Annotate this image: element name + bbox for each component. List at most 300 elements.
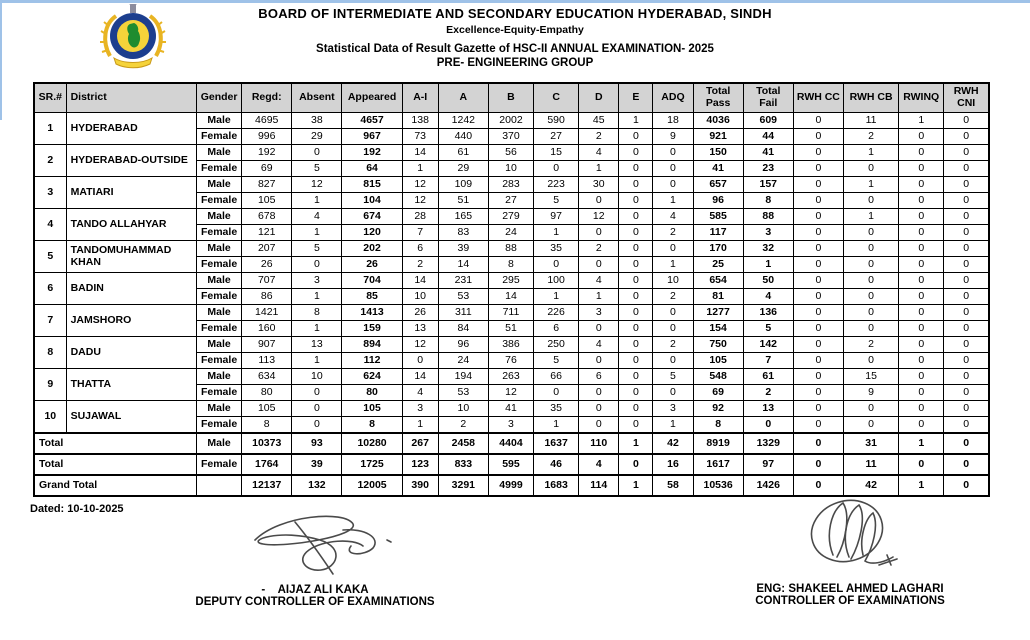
total-value-cell: 1764: [242, 454, 292, 475]
column-header-8: B: [488, 83, 533, 113]
value-cell: 0: [944, 129, 989, 145]
value-cell: 1: [534, 225, 579, 241]
value-cell: 117: [693, 225, 743, 241]
value-cell: 0: [619, 145, 653, 161]
value-cell: 25: [693, 257, 743, 273]
value-cell: 0: [653, 385, 693, 401]
board-title: BOARD OF INTERMEDIATE AND SECONDARY EDUCATION HYDERABAD, SINDH: [258, 6, 772, 21]
value-cell: 1: [534, 417, 579, 434]
value-cell: 0: [944, 209, 989, 225]
district-row-male: [34, 113, 989, 129]
total-row: [34, 433, 989, 454]
column-header-14: Total Fail: [743, 83, 793, 113]
value-cell: 1: [292, 289, 342, 305]
value-cell: 136: [743, 305, 793, 321]
value-cell: 0: [793, 241, 843, 257]
total-value-cell: 10280: [342, 433, 402, 454]
value-cell: 1: [579, 161, 619, 177]
value-cell: 0: [844, 225, 899, 241]
gender-cell: Male: [197, 241, 242, 257]
total-value-cell: 132: [292, 475, 342, 496]
value-cell: 707: [242, 273, 292, 289]
total-value-cell: 1: [899, 433, 944, 454]
value-cell: 10: [653, 273, 693, 289]
value-cell: 0: [944, 113, 989, 129]
value-cell: 53: [438, 289, 488, 305]
value-cell: 96: [693, 193, 743, 209]
value-cell: 26: [342, 257, 402, 273]
value-cell: 8: [743, 193, 793, 209]
gender-cell: Male: [197, 273, 242, 289]
value-cell: 26: [242, 257, 292, 273]
value-cell: 0: [944, 273, 989, 289]
value-cell: 8: [242, 417, 292, 434]
value-cell: 51: [488, 321, 533, 337]
value-cell: 654: [693, 273, 743, 289]
value-cell: 24: [488, 225, 533, 241]
value-cell: 10: [438, 401, 488, 417]
value-cell: 69: [242, 161, 292, 177]
column-header-5: Appeared: [342, 83, 402, 113]
value-cell: 2: [402, 257, 438, 273]
value-cell: 83: [438, 225, 488, 241]
deputy-controller-signature-icon: [225, 510, 405, 582]
value-cell: 0: [793, 209, 843, 225]
value-cell: 170: [693, 241, 743, 257]
controller-name: ENG: SHAKEEL AHMED LAGHARI: [756, 583, 944, 595]
value-cell: 0: [899, 193, 944, 209]
value-cell: 50: [743, 273, 793, 289]
controller-signature-block: [690, 495, 1010, 607]
value-cell: 29: [438, 161, 488, 177]
value-cell: 0: [292, 401, 342, 417]
value-cell: 3: [488, 417, 533, 434]
value-cell: 105: [693, 353, 743, 369]
gender-cell: Female: [197, 353, 242, 369]
value-cell: 138: [402, 113, 438, 129]
value-cell: 0: [793, 225, 843, 241]
value-cell: 27: [534, 129, 579, 145]
value-cell: 56: [488, 145, 533, 161]
value-cell: 0: [793, 113, 843, 129]
district-row-male: [34, 241, 989, 257]
value-cell: 85: [342, 289, 402, 305]
value-cell: 1: [844, 177, 899, 193]
value-cell: 0: [899, 225, 944, 241]
district-row-male: [34, 337, 989, 353]
value-cell: 3: [653, 401, 693, 417]
value-cell: 0: [844, 353, 899, 369]
value-cell: 0: [899, 177, 944, 193]
value-cell: 10: [488, 161, 533, 177]
total-value-cell: 42: [653, 433, 693, 454]
value-cell: 0: [899, 337, 944, 353]
value-cell: 967: [342, 129, 402, 145]
value-cell: 386: [488, 337, 533, 353]
gender-cell: Male: [197, 177, 242, 193]
value-cell: 0: [653, 305, 693, 321]
value-cell: 7: [743, 353, 793, 369]
value-cell: 311: [438, 305, 488, 321]
value-cell: 590: [534, 113, 579, 129]
value-cell: 0: [619, 369, 653, 385]
value-cell: 14: [402, 145, 438, 161]
value-cell: 8: [693, 417, 743, 434]
value-cell: 8: [292, 305, 342, 321]
value-cell: 7: [402, 225, 438, 241]
total-value-cell: 93: [292, 433, 342, 454]
value-cell: 223: [534, 177, 579, 193]
value-cell: 1413: [342, 305, 402, 321]
total-gender-cell: Female: [197, 454, 242, 475]
value-cell: 0: [944, 385, 989, 401]
value-cell: 12: [292, 177, 342, 193]
sr-cell: 4: [34, 209, 66, 241]
district-row-male: [34, 273, 989, 289]
value-cell: 4: [579, 273, 619, 289]
value-cell: 5: [653, 369, 693, 385]
total-value-cell: 1329: [743, 433, 793, 454]
column-header-7: A: [438, 83, 488, 113]
value-cell: 0: [619, 289, 653, 305]
value-cell: 0: [619, 305, 653, 321]
value-cell: 12: [402, 193, 438, 209]
value-cell: 0: [944, 289, 989, 305]
value-cell: 283: [488, 177, 533, 193]
value-cell: 84: [438, 321, 488, 337]
value-cell: 5: [743, 321, 793, 337]
value-cell: 2: [653, 289, 693, 305]
value-cell: 0: [793, 321, 843, 337]
value-cell: 609: [743, 113, 793, 129]
value-cell: 0: [579, 193, 619, 209]
value-cell: 0: [944, 417, 989, 434]
value-cell: 80: [342, 385, 402, 401]
value-cell: 250: [534, 337, 579, 353]
value-cell: 0: [402, 353, 438, 369]
value-cell: 0: [793, 129, 843, 145]
total-value-cell: 1683: [534, 475, 579, 496]
value-cell: 0: [793, 273, 843, 289]
total-value-cell: 39: [292, 454, 342, 475]
value-cell: 104: [342, 193, 402, 209]
total-value-cell: 16: [653, 454, 693, 475]
value-cell: 1: [653, 257, 693, 273]
value-cell: 1: [402, 161, 438, 177]
district-cell: TANDO ALLAHYAR: [66, 209, 196, 241]
deputy-controller-title: DEPUTY CONTROLLER OF EXAMINATIONS: [195, 596, 435, 608]
total-value-cell: 0: [793, 475, 843, 496]
results-table: [33, 82, 990, 497]
value-cell: 0: [534, 257, 579, 273]
total-value-cell: 1617: [693, 454, 743, 475]
value-cell: 44: [743, 129, 793, 145]
value-cell: 24: [438, 353, 488, 369]
total-value-cell: 42: [844, 475, 899, 496]
total-value-cell: 1637: [534, 433, 579, 454]
value-cell: 35: [534, 401, 579, 417]
value-cell: 18: [653, 113, 693, 129]
value-cell: 0: [619, 401, 653, 417]
value-cell: 105: [242, 193, 292, 209]
total-value-cell: 97: [743, 454, 793, 475]
total-value-cell: 8919: [693, 433, 743, 454]
sr-cell: 1: [34, 113, 66, 145]
value-cell: 112: [342, 353, 402, 369]
value-cell: 69: [693, 385, 743, 401]
gender-cell: Male: [197, 209, 242, 225]
value-cell: 0: [619, 225, 653, 241]
value-cell: 14: [488, 289, 533, 305]
gender-cell: Male: [197, 337, 242, 353]
value-cell: 279: [488, 209, 533, 225]
total-value-cell: 12005: [342, 475, 402, 496]
value-cell: 0: [944, 145, 989, 161]
value-cell: 81: [693, 289, 743, 305]
dated-label: Dated: 10-10-2025: [30, 503, 124, 515]
value-cell: 0: [944, 161, 989, 177]
value-cell: 80: [242, 385, 292, 401]
total-value-cell: 1: [619, 475, 653, 496]
value-cell: 0: [619, 385, 653, 401]
value-cell: 0: [899, 129, 944, 145]
total-gender-cell: [197, 475, 242, 496]
value-cell: 1: [402, 417, 438, 434]
value-cell: 1: [619, 113, 653, 129]
value-cell: 3: [402, 401, 438, 417]
total-value-cell: 2458: [438, 433, 488, 454]
value-cell: 0: [653, 161, 693, 177]
column-header-18: RWH CNI: [944, 83, 989, 113]
value-cell: 624: [342, 369, 402, 385]
column-header-13: Total Pass: [693, 83, 743, 113]
value-cell: 3: [292, 273, 342, 289]
value-cell: 0: [844, 193, 899, 209]
value-cell: 0: [793, 305, 843, 321]
district-cell: JAMSHORO: [66, 305, 196, 337]
value-cell: 585: [693, 209, 743, 225]
value-cell: 0: [579, 401, 619, 417]
value-cell: 92: [693, 401, 743, 417]
sr-cell: 2: [34, 145, 66, 177]
sr-cell: 8: [34, 337, 66, 369]
total-value-cell: 11: [844, 454, 899, 475]
value-cell: 120: [342, 225, 402, 241]
column-header-0: SR.#: [34, 83, 66, 113]
column-header-15: RWH CC: [793, 83, 843, 113]
value-cell: 0: [292, 385, 342, 401]
value-cell: 27: [488, 193, 533, 209]
district-cell: HYDERABAD: [66, 113, 196, 145]
value-cell: 61: [743, 369, 793, 385]
value-cell: 1: [292, 193, 342, 209]
value-cell: 0: [619, 257, 653, 273]
column-header-16: RWH CB: [844, 83, 899, 113]
value-cell: 4695: [242, 113, 292, 129]
sr-cell: 9: [34, 369, 66, 401]
value-cell: 0: [844, 417, 899, 434]
value-cell: 5: [292, 161, 342, 177]
value-cell: 51: [438, 193, 488, 209]
total-value-cell: 595: [488, 454, 533, 475]
value-cell: 142: [743, 337, 793, 353]
sr-cell: 5: [34, 241, 66, 273]
value-cell: 921: [693, 129, 743, 145]
district-row-male: [34, 145, 989, 161]
district-cell: SUJAWAL: [66, 401, 196, 434]
value-cell: 657: [693, 177, 743, 193]
value-cell: 4: [579, 337, 619, 353]
value-cell: 29: [292, 129, 342, 145]
value-cell: 0: [899, 289, 944, 305]
value-cell: 0: [899, 353, 944, 369]
value-cell: 815: [342, 177, 402, 193]
group-title: PRE- ENGINEERING GROUP: [436, 57, 594, 69]
value-cell: 0: [793, 369, 843, 385]
results-table-container: [33, 82, 990, 497]
value-cell: 14: [402, 369, 438, 385]
value-cell: 13: [743, 401, 793, 417]
value-cell: 150: [693, 145, 743, 161]
column-header-4: Absent: [292, 83, 342, 113]
value-cell: 3: [743, 225, 793, 241]
value-cell: 1: [292, 353, 342, 369]
value-cell: 440: [438, 129, 488, 145]
column-header-3: Regd:: [242, 83, 292, 113]
value-cell: 154: [693, 321, 743, 337]
total-label-cell: Grand Total: [34, 475, 197, 496]
total-value-cell: 1426: [743, 475, 793, 496]
value-cell: 13: [402, 321, 438, 337]
value-cell: 100: [534, 273, 579, 289]
value-cell: 0: [579, 385, 619, 401]
total-label-cell: Total: [34, 433, 197, 454]
value-cell: 711: [488, 305, 533, 321]
value-cell: 5: [534, 353, 579, 369]
value-cell: 0: [292, 257, 342, 273]
value-cell: 157: [743, 177, 793, 193]
total-value-cell: 0: [793, 433, 843, 454]
value-cell: 0: [579, 417, 619, 434]
district-cell: BADIN: [66, 273, 196, 305]
gender-cell: Female: [197, 289, 242, 305]
column-header-11: E: [619, 83, 653, 113]
value-cell: 2: [579, 241, 619, 257]
value-cell: 41: [743, 145, 793, 161]
value-cell: 4: [653, 209, 693, 225]
controller-signature-icon: [775, 495, 925, 581]
value-cell: 12: [402, 177, 438, 193]
value-cell: 2: [743, 385, 793, 401]
total-value-cell: 110: [579, 433, 619, 454]
value-cell: 0: [899, 401, 944, 417]
district-row-male: [34, 305, 989, 321]
gender-cell: Male: [197, 145, 242, 161]
value-cell: 45: [579, 113, 619, 129]
value-cell: 0: [534, 161, 579, 177]
value-cell: 0: [653, 177, 693, 193]
value-cell: 750: [693, 337, 743, 353]
value-cell: 0: [793, 353, 843, 369]
value-cell: 0: [793, 161, 843, 177]
value-cell: 10: [292, 369, 342, 385]
total-value-cell: 1: [899, 475, 944, 496]
district-row-male: [34, 369, 989, 385]
value-cell: 1: [844, 145, 899, 161]
value-cell: 0: [899, 321, 944, 337]
value-cell: 4: [579, 145, 619, 161]
table-body: [34, 113, 989, 497]
value-cell: 1: [743, 257, 793, 273]
column-header-9: C: [534, 83, 579, 113]
value-cell: 192: [342, 145, 402, 161]
value-cell: 0: [793, 337, 843, 353]
value-cell: 39: [438, 241, 488, 257]
value-cell: 12: [579, 209, 619, 225]
value-cell: 159: [342, 321, 402, 337]
total-row: [34, 475, 989, 496]
value-cell: 1277: [693, 305, 743, 321]
gender-cell: Female: [197, 257, 242, 273]
value-cell: 1: [579, 289, 619, 305]
value-cell: 73: [402, 129, 438, 145]
value-cell: 4: [402, 385, 438, 401]
value-cell: 704: [342, 273, 402, 289]
value-cell: 202: [342, 241, 402, 257]
value-cell: 0: [579, 257, 619, 273]
value-cell: 0: [844, 305, 899, 321]
value-cell: 0: [619, 353, 653, 369]
value-cell: 0: [899, 369, 944, 385]
value-cell: 263: [488, 369, 533, 385]
gender-cell: Female: [197, 417, 242, 434]
total-value-cell: 1725: [342, 454, 402, 475]
value-cell: 0: [899, 417, 944, 434]
total-value-cell: 10536: [693, 475, 743, 496]
value-cell: 0: [793, 289, 843, 305]
value-cell: 226: [534, 305, 579, 321]
value-cell: 12: [402, 337, 438, 353]
value-cell: 1242: [438, 113, 488, 129]
value-cell: 88: [743, 209, 793, 225]
total-value-cell: 0: [944, 475, 989, 496]
value-cell: 35: [534, 241, 579, 257]
sr-cell: 7: [34, 305, 66, 337]
controller-title: CONTROLLER OF EXAMINATIONS: [755, 595, 945, 607]
value-cell: 160: [242, 321, 292, 337]
value-cell: 0: [793, 145, 843, 161]
value-cell: 4: [292, 209, 342, 225]
value-cell: 0: [844, 257, 899, 273]
total-label-cell: Total: [34, 454, 197, 475]
sr-cell: 3: [34, 177, 66, 209]
column-header-2: Gender: [197, 83, 242, 113]
value-cell: 1: [653, 417, 693, 434]
value-cell: 1: [292, 225, 342, 241]
value-cell: 1: [534, 289, 579, 305]
value-cell: 194: [438, 369, 488, 385]
value-cell: 0: [844, 241, 899, 257]
value-cell: 2002: [488, 113, 533, 129]
value-cell: 23: [743, 161, 793, 177]
value-cell: 0: [899, 273, 944, 289]
value-cell: 1: [899, 113, 944, 129]
total-value-cell: 114: [579, 475, 619, 496]
value-cell: 61: [438, 145, 488, 161]
gender-cell: Female: [197, 193, 242, 209]
value-cell: 6: [402, 241, 438, 257]
value-cell: 907: [242, 337, 292, 353]
